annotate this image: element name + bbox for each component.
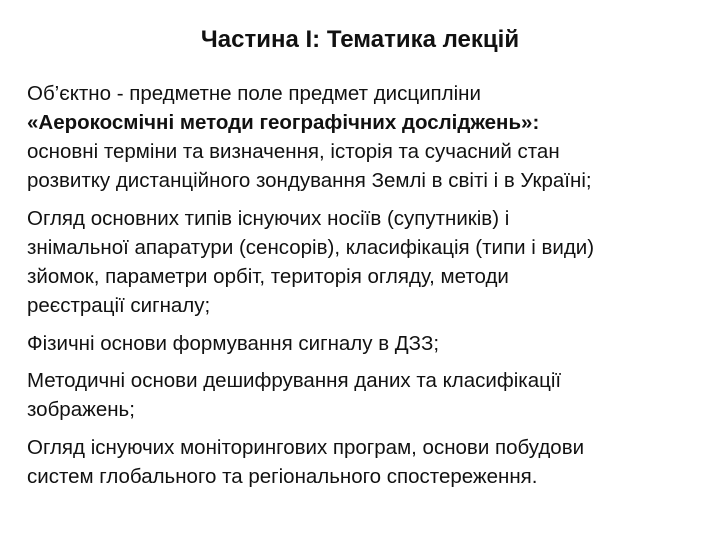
topic-item-1: [27, 79, 707, 195]
topic-line-course-name: «Аерокосмічні методи географічних досліджень»:: [27, 111, 540, 134]
topic-item-5: [27, 433, 707, 491]
topic-line: Методичні основи дешифрування даних та класифікації: [27, 369, 562, 392]
topic-line: зображень;: [27, 398, 135, 421]
topic-line: Огляд існуючих моніторингових програм, основи побудови: [27, 436, 585, 459]
topic-line: систем глобального та регіонального спостереження.: [27, 465, 538, 488]
topic-line: реєстрації сигналу;: [27, 294, 211, 317]
topic-item-2: [27, 204, 707, 320]
topic-line: основні терміни та визначення, історія та сучасний стан: [27, 140, 560, 163]
slide-title: Частина І: Тематика лекцій: [200, 26, 520, 53]
topic-line: Фізичні основи формування сигналу в ДЗЗ;: [27, 332, 440, 355]
topic-item-4: [27, 366, 707, 424]
topic-line: Об’єктно - предметне поле предмет дисципліни: [27, 82, 481, 105]
topic-line: знімальної апаратури (сенсорів), класифікація (типи і види): [27, 236, 595, 259]
topic-item-3: [27, 329, 707, 358]
topic-line: Огляд основних типів існуючих носіїв (супутників) і: [27, 207, 510, 230]
topic-line: зйомок, параметри орбіт, територія огляду, методи: [27, 265, 509, 288]
topic-line: розвитку дистанційного зондування Землі в світі і в Україні;: [27, 169, 592, 192]
